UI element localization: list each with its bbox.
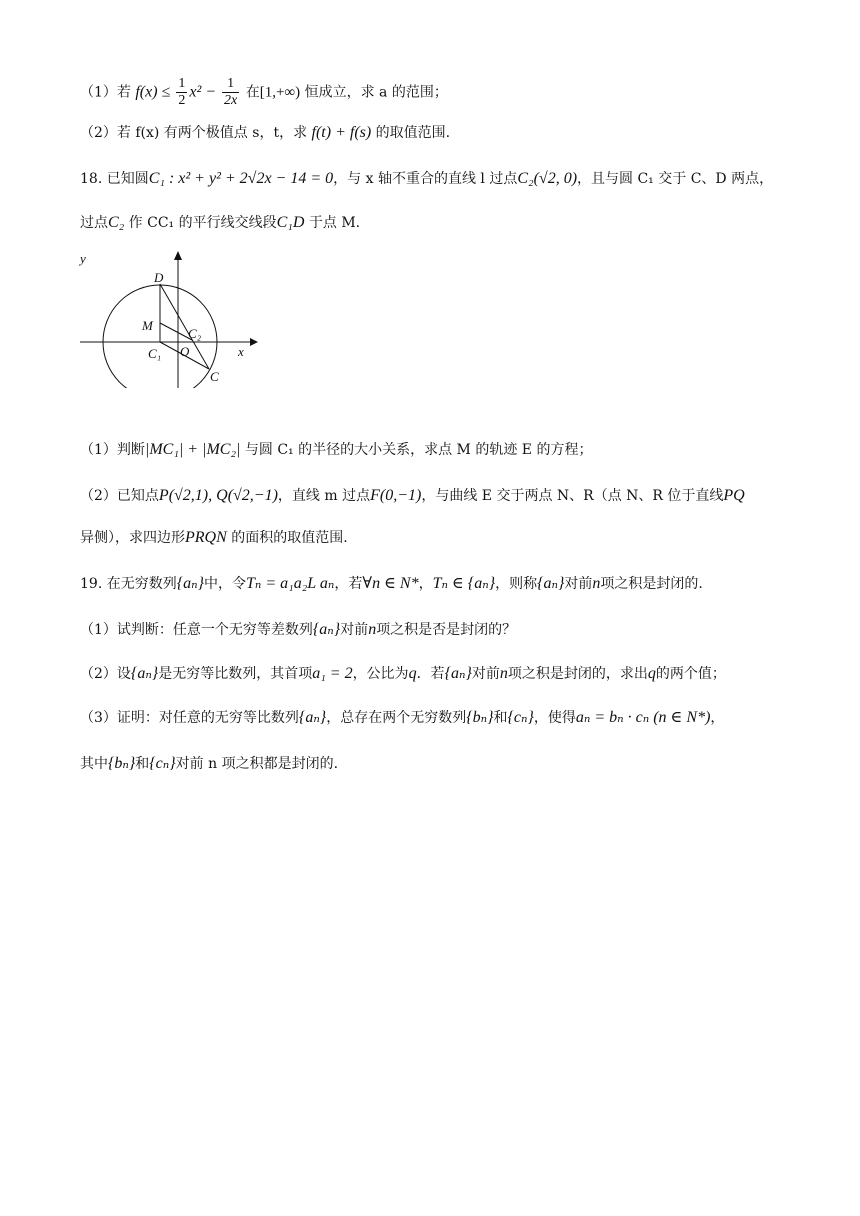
q18-part1: （1）判断|MC₁| + |MC₂| 与圆 C₁ 的半径的大小关系，求点 M 的轨迹 E 的方程； bbox=[80, 441, 593, 458]
q19-part3-line1: （3）证明：对任意的无穷等比数列{aₙ}，总存在两个无穷数列{bₙ}和{cₙ}，使得aₙ = bₙ · cₙ (n ∈ N*)， bbox=[80, 709, 725, 726]
label-o: O bbox=[180, 344, 190, 359]
fraction-one-over-2x: $\frac{1}{2x}$ bbox=[224, 76, 238, 108]
q17-part1 bbox=[80, 76, 780, 109]
q19-part1: （1）试判断：任意一个无穷等差数列{aₙ}对前n项之积是否是封闭的？ bbox=[80, 621, 517, 638]
text: 恒成立，求 a 的范围； bbox=[300, 84, 448, 101]
q18-stem-line2: 过点C₂ 作 CC₁ 的平行线交线段C₁D 于点 M. bbox=[80, 214, 361, 231]
text: 在 bbox=[241, 84, 260, 101]
label-c: C bbox=[210, 369, 219, 384]
q19-part2: （2）设{aₙ}是无穷等比数列，其首项a₁ = 2，公比为q．若{aₙ}对前n项之积是封闭的，求出q的两个值； bbox=[80, 665, 726, 682]
text: （1）若 bbox=[80, 84, 136, 101]
math: [1,+∞) bbox=[259, 84, 301, 101]
q17-part2: （2）若 f(x) 有两个极值点 s，t，求 f(t) + f(s) 的取值范围. bbox=[80, 124, 451, 141]
label-x: x bbox=[238, 344, 244, 359]
q18-part2-line1: （2）已知点P(√2,1), Q(√2,−1)，直线 m 过点F(0,−1)，与曲线 E 交于两点 N、R（点 N、R 位于直线PQ bbox=[80, 487, 745, 504]
q18-stem-line1: 18. 已知圆C₁ : x² + y² + 2√2x − 14 = 0，与 x 轴不重合的直线 l 过点C₂(√2, 0)，且与圆 C₁ 交于 C、D 两点， bbox=[80, 170, 774, 187]
y-axis-arrow-icon bbox=[174, 251, 182, 260]
fraction-half: $\frac{1}{2}$ bbox=[178, 76, 186, 108]
math: x² − bbox=[189, 83, 221, 101]
circle-figure bbox=[78, 248, 258, 388]
q19-stem: 19. 在无穷数列{aₙ}中，令Tₙ = a₁a₂L aₙ，若∀n ∈ N*，Tₙ ∈ {aₙ}，则称{aₙ}对前n项之积是封闭的. bbox=[80, 575, 703, 592]
q18-part2-line2: 异侧），求四边形PRQN 的面积的取值范围. bbox=[80, 529, 348, 546]
label-c1: C₁ bbox=[148, 346, 162, 361]
label-c2: C₂ bbox=[188, 326, 202, 341]
x-axis-arrow-icon bbox=[250, 338, 258, 346]
q19-part3-line2: 其中{bₙ}和{cₙ}对前 n 项之积都是封闭的. bbox=[80, 755, 339, 772]
label-y: y bbox=[80, 251, 86, 266]
label-d: D bbox=[154, 270, 164, 285]
label-m: M bbox=[142, 318, 153, 333]
math: f(x) ≤ bbox=[135, 83, 175, 101]
